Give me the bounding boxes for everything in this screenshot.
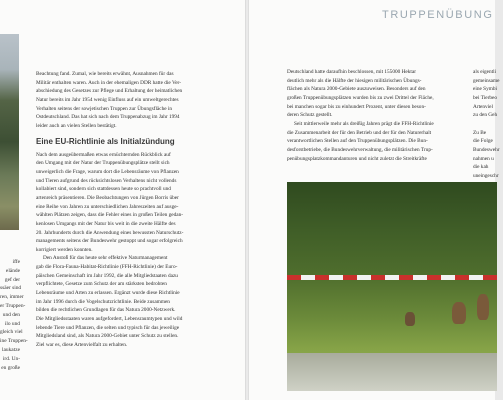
text-line: Ziel war es, diese Artenvielfalt zu erhalten. xyxy=(36,342,128,349)
right-text-column xyxy=(287,68,472,163)
text-line: verpflichtete, Gesetze zum Schutz der am stärksten bedrohten xyxy=(36,281,167,288)
text-line: deren Schutz gestellt. xyxy=(287,112,333,119)
intro-paragraph xyxy=(36,70,241,131)
text-line: lebende Tiere und Pflanzen, die selten und typisch für das jeweilige xyxy=(36,324,180,331)
text-line: Deutschland hatte daraufhin beschlossen, mit 155000 Hektar xyxy=(287,69,417,75)
text-line: deutlich mehr als die Hälfte der hiesigen militärischen Übungs- xyxy=(287,77,422,84)
text-line: er Truppen- xyxy=(0,302,26,309)
left-margin-fragments xyxy=(0,258,28,372)
text-line: Militär enthalten waren. Auch in der ehemaligen DDR hatte die Ver- xyxy=(36,79,181,86)
text-line: 20. Jahrhunderts durch die Anwendung eines bewussten Naturschutz- xyxy=(36,229,184,236)
text-line: elände xyxy=(5,267,20,274)
text-line: en große xyxy=(1,364,20,371)
text-line: Mitgliedsland sind, als Natura 2000-Gebiet unter Schutz zu stellen. xyxy=(36,333,179,340)
text-line: den Umgang mit der Natur der Truppenübungsplätze stellt sich xyxy=(36,160,170,167)
text-line: korrigiert werden konnten. xyxy=(36,246,93,253)
text-line: nahmen u xyxy=(473,155,494,162)
right-margin-fragments xyxy=(473,68,503,181)
text-line: Nach dem ausgeübermaßen etwas ernüchternden Rückblick auf xyxy=(36,151,171,158)
text-line: flächen als Natura 2000-Gebiete auszuweisen. Besonders auf den xyxy=(287,86,426,93)
left-text-column xyxy=(36,70,241,350)
deer-figure xyxy=(477,294,489,320)
text-line: Beachtung fand. Zumal, wie bereits erwähnt, Ausnahmen für das xyxy=(36,71,174,77)
left-page xyxy=(0,0,246,400)
text-line: Den Anstoß für das heute sehr effektive Naturmanagement xyxy=(43,255,168,262)
text-line: artenreich präsentieren. Die Beobachtungen von Jürgen Borris über xyxy=(36,194,179,201)
text-line: zu den Geh xyxy=(473,112,498,119)
text-line: gab die Flora-Fauna-Habitat-Richtlinie (FFH-Richtlinie) der Euro- xyxy=(36,264,178,271)
text-line: leider auch an vielen Stellen bestätigt. xyxy=(36,122,117,129)
text-line: und Tieren aufgrund des rücksichtslosen Verhaltens nicht vollends xyxy=(36,177,177,184)
text-line xyxy=(473,120,503,129)
body-paragraphs xyxy=(36,151,241,350)
text-line: die kah xyxy=(473,164,489,171)
text-line: im Jahr 1996 durch die Vogelschutzrichtlinie. Beide zusammen xyxy=(36,298,170,305)
deer-meadow-photo xyxy=(287,182,497,391)
text-line: Lebensräume und Arten zu erlassen. Ergänzt wurde diese Richtlinie xyxy=(36,290,180,297)
text-line: gemeinsame xyxy=(473,77,500,84)
text-line: eine Reihe von Jahren zu unterschiedlichen Jahreszeiten auf ausge- xyxy=(36,203,179,210)
text-line: großen Truppenübungsplätzen wurden bis zu zwei Drittel der Fläche, xyxy=(287,94,434,101)
text-line: Ostdeutschland. Das hat sich nach dem Truppenabzug im Jahr 1994 xyxy=(36,114,180,121)
text-line: ine Truppen- xyxy=(0,338,28,345)
barrier-tape xyxy=(287,275,497,280)
text-line: iffe xyxy=(12,259,20,265)
text-line: kenlosen Umgangs mit der Natur bis weit in die zweite Hälfte des xyxy=(36,220,176,227)
text-line: die Folge xyxy=(473,138,493,145)
text-line: ssäer sind xyxy=(0,285,22,292)
text-line: wählten Plätzen zeigen, dass die Fehler eines in großen Teilen gedan- xyxy=(36,212,184,219)
text-line: bei Tierbeo xyxy=(473,94,497,101)
text-line: desforstbetriebe, die Bundeswehrverwaltung, die militärischen Trup- xyxy=(287,146,433,153)
text-line: Artenviel xyxy=(473,103,494,110)
right-page xyxy=(249,0,500,400)
text-line: eine Symbi xyxy=(473,86,497,93)
text-line: päischen Gemeinschaft im Jahr 1992, die alle Mitgliedstaaten dazu xyxy=(36,272,178,279)
text-line: Verhalten seitens der sowjetischen Truppen zur Übungsfläche in xyxy=(36,105,173,112)
text-line: die Zusammenarbeit der für den Betrieb und der für den Naturerhalt xyxy=(287,129,432,136)
text-line: Die Mitgliedsstaaten waren aufgefordert, Lebensraumtypen und wild xyxy=(36,316,183,323)
text-line: verantwortlichen Stellen auf den Truppenübungsplätzen. Die Bun- xyxy=(287,138,428,145)
text-line: kollabiert sind, sondern sich stattdessen heute so prachtvoll und xyxy=(36,186,171,193)
text-line: bilden die rechtlichen Grundlagen für das Natura 2000-Netzwerk. xyxy=(36,307,176,314)
text-line: penübungsplatzkommandanturen und nicht zuletzt die Streitkräfte xyxy=(287,155,427,162)
section-heading: Eine EU-Richtlinie als Initialzündung xyxy=(36,136,175,146)
text-line: ird. Un- xyxy=(2,355,20,362)
text-line: Natur bereits im Jahr 1954 wenig Einfluss auf ein umweltgerechtes xyxy=(36,96,179,103)
text-line: laukatze xyxy=(2,346,20,353)
text-line: gleich viel xyxy=(0,329,23,336)
text-line: Seit mittlerweile mehr als dreißig Jahren prägt die FFH-Richtlinie xyxy=(294,120,434,127)
running-title: TRUPPENÜBUNG xyxy=(382,9,494,21)
text-line: uneingeschr xyxy=(473,172,499,179)
text-line: Bundeswehr xyxy=(473,146,500,153)
text-line: unweigerlich die Frage, warum dort die Lebensräume von Pflanzen xyxy=(36,168,179,175)
text-line: als eigentli xyxy=(473,69,497,75)
deer-figure xyxy=(452,302,466,324)
text-line: managements seitens der Bundeswehr gestoppt und sogar erfolgreich xyxy=(36,238,183,245)
text-line: Zu Be xyxy=(473,129,487,136)
forest-photo xyxy=(0,34,19,230)
deer-figure xyxy=(405,312,415,326)
text-line: abschiedung des Gesetzes zur Pflege und Erhaltung der heimatlichen xyxy=(36,88,183,95)
text-line: bei manchen sogar bis zu einhundert Prozent, unter diesen beson- xyxy=(287,103,426,110)
text-line: gef der xyxy=(4,276,20,283)
text-line: und den xyxy=(2,311,20,318)
text-line: ren, immer xyxy=(0,294,24,301)
text-line: ilo und xyxy=(4,320,20,327)
gravel-path xyxy=(287,353,497,391)
